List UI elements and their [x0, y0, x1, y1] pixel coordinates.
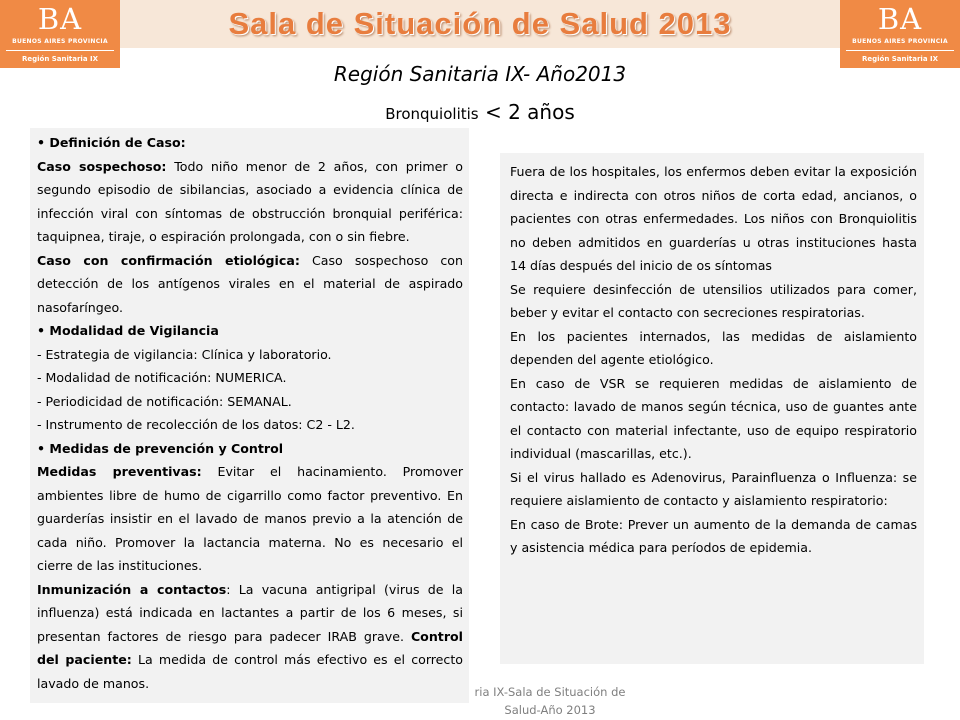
immunization-label: Inmunización a contactos	[37, 581, 227, 597]
isolation-paragraph: Fuera de los hospitales, los enfermos deben evitar la exposición directa e indirecta con otros niños de corta edad, ancianos, o pacientes con otras enfermedades. Los niños con Bronquiolitis no deben admitidos en guarderías u otras instituciones hasta 14 días después del inicio de os síntomas	[510, 164, 917, 273]
isolation-paragraph: En caso de VSR se requieren medidas de aislamiento de contacto: lavado de manos según técnica, uso de guantes ante el contacto con material infectante, uso de equipo respiratorio individual (mascarillas, etc.).	[510, 375, 917, 461]
topic-name: Bronquiolitis	[385, 105, 479, 123]
footer-line: Salud-Año 2013	[504, 703, 596, 717]
isolation-paragraph: En caso de Brote: Prever un aumento de la demanda de camas y asistencia médica para períodos de epidemia.	[510, 516, 917, 555]
footer-line: ria IX-Sala de Situación de	[474, 685, 626, 699]
ba-logo-region: Región Sanitaria IX	[861, 55, 938, 63]
surveillance-item: - Estrategia de vigilancia: Clínica y laboratorio.	[37, 346, 332, 362]
isolation-measures-panel	[500, 153, 924, 664]
ba-logo-mark: BA	[877, 2, 923, 36]
preventive-measures-paragraph	[37, 460, 463, 578]
surveillance-item: - Modalidad de notificación: NUMERICA.	[37, 370, 287, 385]
prevention-heading: • Medidas de prevención y Control	[37, 440, 284, 456]
suspected-case-paragraph	[37, 155, 463, 249]
confirmed-case-label: Caso con confirmación etiológica:	[37, 252, 300, 268]
isolation-paragraph: Si el virus hallado es Adenovirus, Parainfluenza o Influenza: se requiere aislamiento de contacto y aislamiento respiratorio:	[510, 469, 917, 508]
confirmed-case-paragraph	[37, 249, 463, 320]
ba-logo-divider	[846, 50, 954, 51]
ba-logo-province: BUENOS AIRES PROVINCIA	[12, 38, 108, 45]
preventive-measures-text: Evitar el hacinamiento. Promover ambientes libre de humo de cigarrillo como factor preventivo. En guarderías insistir en el lavado de manos previo a la atención de cada niño. Promover la lactancia materna. No es necesario el cierre de las instituciones.	[37, 464, 463, 573]
ba-logo-province: BUENOS AIRES PROVINCIA	[852, 38, 948, 45]
isolation-paragraph: Se requiere desinfección de utensilios utilizados para comer, beber y evitar el contacto con secreciones respiratorias.	[510, 281, 917, 320]
isolation-paragraph: En los pacientes internados, las medidas de aislamiento dependen del agente etiológico.	[510, 328, 917, 367]
definition-heading: • Definición de Caso:	[37, 135, 186, 150]
suspected-case-text: Todo niño menor de 2 años, con primer o segundo episodio de sibilancias, asociado a evidencia clínica de infección viral con síntomas de obstrucción bronquial periférica: taquipnea, tiraje, o espiración prolongada, con o sin fiebre.	[37, 158, 464, 244]
region-subtitle: Región Sanitaria IX- Año2013	[333, 62, 627, 86]
ba-logo-right	[840, 0, 960, 68]
ba-logo-left	[0, 0, 120, 68]
suspected-case-label: Caso sospechoso:	[37, 158, 167, 174]
topic-age: < 2 años	[478, 100, 575, 124]
immunization-text: : La vacuna antigripal (virus de la influenza) está indicada en lactantes a partir de los 6 meses, si presentan factores de riesgo para padecer IRAB grave.	[37, 581, 463, 644]
surveillance-item: - Instrumento de recolección de los datos: C2 - L2.	[37, 417, 355, 432]
topic-heading	[0, 98, 960, 128]
page-title: Sala de Situación de Salud 2013	[228, 6, 732, 41]
case-definition-panel	[30, 128, 469, 703]
ba-logo-mark: BA	[37, 2, 83, 36]
surveillance-item: - Periodicidad de notificación: SEMANAL.	[37, 393, 292, 409]
immunization-paragraph	[37, 578, 463, 696]
surveillance-heading: • Modalidad de Vigilancia	[37, 323, 219, 338]
ba-logo-region: Región Sanitaria IX	[21, 55, 98, 63]
patient-control-label: Control del paciente:	[37, 628, 463, 667]
ba-logo-divider	[6, 50, 114, 51]
patient-control-text: La medida de control más efectivo es el correcto lavado de manos.	[37, 652, 463, 691]
confirmed-case-text: Caso sospechoso con detección de los antígenos virales en el material de aspirado nasofaríngeo.	[37, 252, 463, 315]
preventive-measures-label: Medidas preventivas:	[37, 464, 202, 479]
slide-footer	[430, 683, 670, 719]
